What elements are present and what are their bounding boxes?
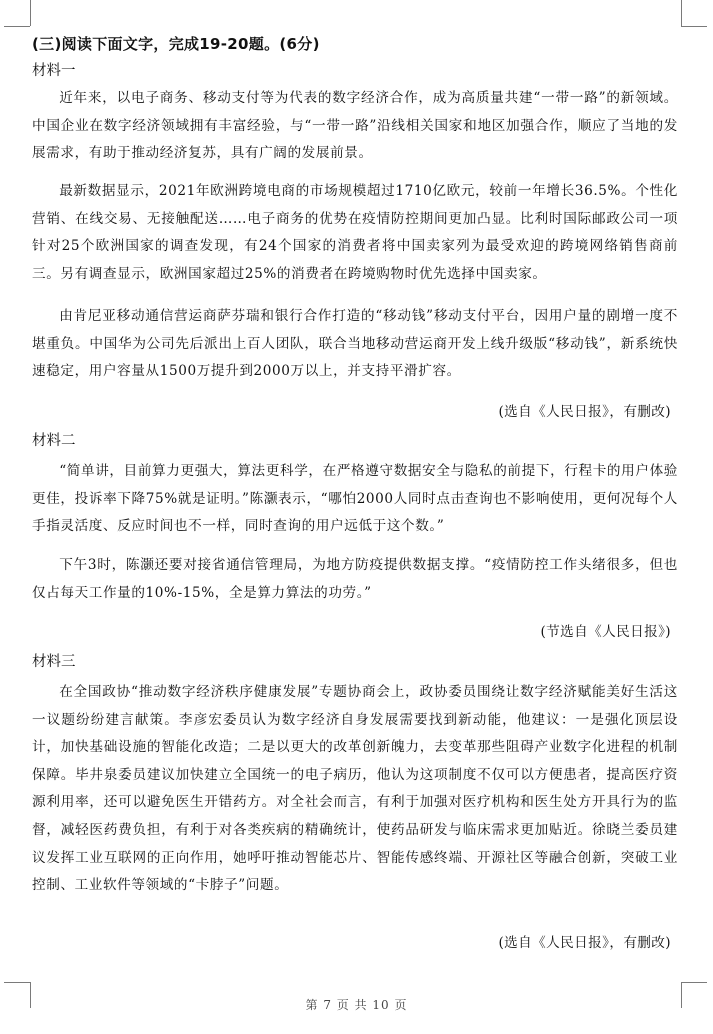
crop-mark-top-right — [681, 0, 682, 26]
crop-mark-top-right-h — [681, 26, 707, 27]
crop-mark-bottom-right-h — [681, 982, 707, 983]
crop-mark-top-left-h — [4, 26, 30, 27]
material2-paragraph-1: “简单讲，目前算力更强大，算法更科学，在严格遵守数据安全与隐私的前提下，行程卡的用户体验更佳，投诉率下降75%就是证明。”陈灏表示，“哪怕2000人同时点击查询也不影响使用，更何况每个人手指灵活度、反应时间也不一样，同时查询的用户远低于这个数。” — [32, 463, 678, 535]
material3-source: (选自《人民日报》，有删改) — [498, 935, 671, 951]
material1-paragraph-2: 最新数据显示，2021年欧洲跨境电商的市场规模超过1710亿欧元，较前一年增长36.5%。个性化营销、在线交易、无接触配送……电子商务的优势在疫情防控期间更加凸显。比利时国际邮政公司一项针对25个欧洲国家的调查发现，有24个国家的消费者将中国卖家列为最受欢迎的跨境网络销售商前三。另有调查显示，欧洲国家超过25%的消费者在跨境购物时优先选择中国卖家。 — [32, 183, 678, 282]
section-title: (三)阅读下面文字，完成19-20题。(6分) — [32, 35, 320, 53]
material3-paragraph-1: 在全国政协“推动数字经济秩序健康发展”专题协商会上，政协委员围绕让数字经济赋能美好生活这一议题纷纷建言献策。李彦宏委员认为数字经济自身发展需要找到新动能，他建议：一是强化顶层设计，加快基础设施的智能化改造；二是以更大的改革创新魄力，去变革那些阻碍产业数字化进程的机制保障。毕井泉委员建议加快建立全国统一的电子病历，他认为这项制度不仅可以方便患者，提高医疗资源利用率，还可以避免医生开错药方。对全社会而言，有利于加强对医疗机构和医生处方开具行为的监督，减轻医药费负担，有利于对各类疾病的精确统计，使药品研发与临床需求更加贴近。徐晓兰委员建议发挥工业互联网的正向作用，她呼吁推动智能芯片、智能传感终端、开源社区等融合创新，突破工业控制、工业软件等领域的“卡脖子”问题。 — [32, 684, 678, 894]
material1-label: 材料一 — [32, 63, 76, 79]
crop-mark-bottom-left-h — [4, 982, 30, 983]
crop-mark-top-left — [30, 0, 31, 26]
material2-paragraph-2: 下午3时，陈灏还要对接省通信管理局，为地方防疫提供数据支撑。“疫情防控工作头绪很多，但也仅占每天工作量的10%-15%，全是算力算法的功劳。” — [32, 557, 678, 601]
page-number-footer: 第 7 页 共 10 页 — [305, 998, 408, 1012]
material2-label: 材料二 — [32, 433, 76, 449]
material1-paragraph-1: 近年来，以电子商务、移动支付等为代表的数字经济合作，成为高质量共建“一带一路”的新领域。中国企业在数字经济领域拥有丰富经验，与“一带一路”沿线相关国家和地区加强合作，顺应了当地的发展需求，有助于推动经济复苏，具有广阔的发展前景。 — [32, 90, 678, 162]
material3-label: 材料三 — [32, 654, 76, 670]
material1-source: (选自《人民日报》，有删改) — [498, 404, 671, 420]
material2-source: (节选自《人民日报》) — [540, 624, 671, 640]
material1-paragraph-3: 由肯尼亚移动通信营运商萨芬瑞和银行合作打造的“移动钱”移动支付平台，因用户量的剧增一度不堪重负。中国华为公司先后派出上百人团队，联合当地移动营运商开发上线升级版“移动钱”，新系统快速稳定，用户容量从1500万提升到2000万以上，并支持平滑扩容。 — [32, 308, 678, 380]
